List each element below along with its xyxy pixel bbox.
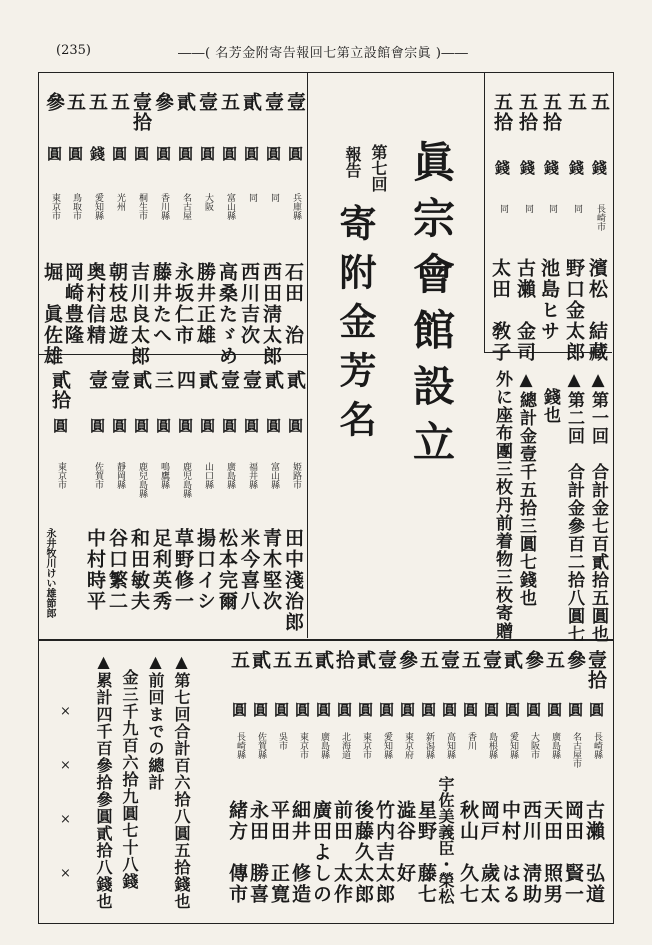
entry-name: 宇佐美義臣・榮松	[436, 776, 455, 904]
entry-unit: 圓	[545, 702, 563, 717]
entry-unit: 圓	[110, 418, 128, 433]
entry-amount: 貳	[174, 92, 196, 112]
entry-unit: 圓	[198, 146, 216, 161]
summary-note: ▲總計金壹千五拾三圓七錢也	[516, 370, 536, 607]
entry-unit: 圓	[242, 418, 260, 433]
total-line: ▲累計四千百參拾參圓貳拾八錢也	[94, 652, 113, 910]
entry-name: 谷口繁二	[106, 528, 128, 612]
entry-name: 田中淺治郎	[282, 528, 304, 633]
entry-name: 石田 治	[282, 262, 304, 346]
entry-unit: 圓	[264, 146, 282, 161]
entry-place: 長崎縣	[592, 732, 602, 759]
entry-unit: 圓	[88, 418, 106, 433]
entry-name: 岡田 賢一	[562, 800, 584, 905]
entry-name: 朝枝忠遊	[106, 262, 128, 346]
entry-name: 平田 正寛	[268, 800, 290, 905]
entry-unit: 圓	[154, 418, 172, 433]
entry-place: 東京市	[298, 732, 308, 759]
entry-amount: 五	[228, 650, 250, 670]
entry-name: 岡崎豊隆	[62, 262, 84, 346]
x-mark: ×	[60, 866, 71, 881]
entry-amount: 壹	[108, 370, 130, 390]
entry-name: 吉川良太郎	[128, 262, 150, 367]
entry-amount: 壹拾	[130, 92, 152, 132]
entry-name: 奥村信精	[84, 262, 106, 346]
entry-name: 秋山 久七	[457, 800, 479, 905]
entry-unit: 圓	[132, 146, 150, 161]
entry-place: 同	[572, 204, 582, 213]
entry-amount: 貳	[501, 650, 523, 670]
right-column-divider	[484, 72, 485, 352]
entry-amount: 拾	[333, 650, 355, 670]
entry-name: 西田淸太郎	[260, 262, 282, 367]
entry-unit: 圓	[482, 702, 500, 717]
entry-amount: 壹拾	[585, 650, 607, 690]
entry-place: 富山縣	[269, 462, 279, 489]
entry-place: 同	[247, 193, 257, 202]
entry-amount: 參	[43, 92, 65, 112]
entry-name: 永田 勝喜	[247, 800, 269, 905]
entry-amount: 五	[86, 92, 108, 112]
entry-unit: 圓	[198, 418, 216, 433]
entry-name: 藤井たへ	[150, 262, 172, 346]
entry-unit: 錢	[542, 160, 560, 175]
entry-amount: 五	[64, 92, 86, 112]
entry-place: 佐賀縣	[256, 732, 266, 759]
entry-place: 靜岡縣	[115, 462, 125, 489]
entry-name: 澁谷 好	[394, 800, 416, 884]
entry-unit: 錢	[88, 146, 106, 161]
entry-amount: 貳	[284, 370, 306, 390]
entry-unit: 圓	[154, 146, 172, 161]
entry-amount: 貳	[262, 370, 284, 390]
entry-unit: 圓	[293, 702, 311, 717]
entry-unit: 圓	[66, 146, 84, 161]
entry-place: 同	[547, 204, 557, 213]
entry-amount: 壹	[438, 650, 460, 670]
entry-unit: 圓	[566, 702, 584, 717]
entry-amount: 五	[459, 650, 481, 670]
entry-place: 富山縣	[225, 193, 235, 220]
entry-amount: 壹	[240, 370, 262, 390]
x-mark: ×	[60, 704, 71, 719]
entry-unit: 圓	[440, 702, 458, 717]
entry-place: 島根縣	[487, 732, 497, 759]
entry-place: 東京府	[403, 732, 413, 759]
entry-unit: 圓	[132, 418, 150, 433]
summary-note: ▲第二回 合計金參百二拾八圓七	[564, 370, 584, 643]
entry-name: 永坂仁市	[172, 262, 194, 346]
summary-note: 外に座布團三枚丹前着物三枚寄贈	[492, 370, 512, 640]
entry-name: 西川 淸助	[520, 800, 542, 905]
entry-unit: 圓	[356, 702, 374, 717]
entry-name: 揚口イシ	[194, 528, 216, 612]
entry-unit: 錢	[493, 160, 511, 175]
entry-unit: 圓	[524, 702, 542, 717]
entry-name: 永井牧川けい雄節郎	[44, 528, 55, 618]
entry-name: 足利英秀	[150, 528, 172, 612]
page-number: (235)	[56, 43, 91, 58]
entry-amount: 貳	[249, 650, 271, 670]
entry-unit: 圓	[272, 702, 290, 717]
entry-amount: 貳	[354, 650, 376, 670]
entry-amount: 五	[270, 650, 292, 670]
total-line: 金三千九百六拾九圓七十八錢	[120, 652, 139, 890]
summary-note: 錢也	[540, 370, 560, 424]
entry-unit: 圓	[419, 702, 437, 717]
main-title: 眞宗會館設立	[407, 140, 456, 476]
entry-name: 勝井正雄	[194, 262, 216, 346]
entry-name: 竹内吉太郎	[373, 800, 395, 905]
entry-place: 桐生市	[137, 193, 147, 220]
entry-amount: 五	[108, 92, 130, 112]
entry-place: 鳴鷹縣	[159, 462, 169, 489]
entry-amount: 參	[564, 650, 586, 670]
entry-unit: 圓	[176, 418, 194, 433]
entry-name: 細井 修造	[289, 800, 311, 905]
entry-amount: 貳拾	[49, 370, 71, 410]
entry-unit: 圓	[503, 702, 521, 717]
entry-unit: 圓	[286, 418, 304, 433]
entry-unit: 圓	[45, 146, 63, 161]
entry-name: 西川吉次	[238, 262, 260, 346]
entry-unit: 錢	[590, 160, 608, 175]
entry-name: 岡戸 歲太	[478, 800, 500, 905]
entry-name: 濱松 結藏	[586, 258, 608, 363]
entry-place: 福井縣	[247, 462, 257, 489]
entry-place: 同	[523, 204, 533, 213]
entry-amount: 五	[588, 92, 610, 112]
entry-amount: 參	[396, 650, 418, 670]
entry-amount: 五	[565, 92, 587, 112]
entry-unit: 圓	[242, 146, 260, 161]
entry-amount: 壹	[86, 370, 108, 390]
entry-place: 光州	[115, 193, 125, 211]
entry-name: 星野 藤七	[415, 800, 437, 905]
entry-amount: 貳	[130, 370, 152, 390]
entry-place: 廣島縣	[225, 462, 235, 489]
entry-name: 後藤久太郎	[352, 800, 374, 905]
entry-place: 名古屋	[181, 193, 191, 220]
entry-name: 緒方 傳市	[226, 800, 248, 905]
entry-unit: 圓	[314, 702, 332, 717]
entry-name: 中村 はる	[499, 800, 521, 905]
entry-place: 同	[498, 204, 508, 213]
report-label: 第七回	[369, 144, 388, 192]
entry-unit: 圓	[264, 418, 282, 433]
entry-amount: 四	[174, 370, 196, 390]
entry-amount: 五	[543, 650, 565, 670]
entry-place: 鹿兒島縣	[137, 462, 147, 498]
entry-place: 佐賀市	[93, 462, 103, 489]
entry-amount: 五	[417, 650, 439, 670]
page-header	[30, 38, 626, 64]
entry-amount: 五	[218, 92, 240, 112]
x-mark: ×	[60, 812, 71, 827]
entry-name: 太田 敎子	[489, 258, 511, 363]
entry-amount: 壹	[375, 650, 397, 670]
entry-name: 堀 眞佐雄	[41, 262, 63, 367]
entry-amount: 五拾	[491, 92, 513, 132]
entry-amount: 三	[152, 370, 174, 390]
entry-place: 廣島縣	[550, 732, 560, 759]
entry-amount: 五拾	[516, 92, 538, 132]
entry-name: 野口金太郎	[563, 258, 585, 363]
entry-unit: 圓	[176, 146, 194, 161]
entry-name: 草野修一	[172, 528, 194, 612]
entry-unit: 圓	[220, 418, 238, 433]
entry-amount: 參	[522, 650, 544, 670]
entry-name: 前田 太作	[331, 800, 353, 905]
entry-place: 山口縣	[203, 462, 213, 489]
entry-place: 長崎縣	[235, 732, 245, 759]
entry-amount: 五拾	[540, 92, 562, 132]
entry-amount: 壹	[284, 92, 306, 112]
entry-name: 青木堅次	[260, 528, 282, 612]
entry-place: 吳市	[277, 732, 287, 750]
entry-name: 廣田よしの	[310, 800, 332, 905]
entry-unit: 圓	[230, 702, 248, 717]
entry-name: 和田敏夫	[128, 528, 150, 612]
entry-amount: 壹	[196, 92, 218, 112]
entry-place: 鹿児島縣	[181, 462, 191, 498]
entry-place: 香川	[466, 732, 476, 750]
entry-place: 鳥取市	[71, 193, 81, 220]
entry-amount: 壹	[480, 650, 502, 670]
total-line: ▲前回までの總計	[146, 652, 165, 791]
summary-note: ▲第一回 合計金七百貳拾五圓也	[588, 370, 608, 643]
total-line: ▲第七回合計百六拾八圓五拾錢也	[172, 652, 191, 910]
entry-unit: 錢	[567, 160, 585, 175]
entry-place: 愛知縣	[382, 732, 392, 759]
entry-place: 大阪市	[529, 732, 539, 759]
entry-amount: 壹	[218, 370, 240, 390]
left-column-divider	[307, 72, 308, 638]
entry-amount: 貳	[312, 650, 334, 670]
entry-place: 高知縣	[445, 732, 455, 759]
x-mark: ×	[60, 758, 71, 773]
entry-place: 大阪	[203, 193, 213, 211]
entry-name: 高桑たゞめ	[216, 262, 238, 367]
entry-unit: 圓	[377, 702, 395, 717]
entry-place: 香川縣	[159, 193, 169, 220]
entry-unit: 圓	[251, 702, 269, 717]
entry-place: 愛知縣	[508, 732, 518, 759]
entry-place: 東京市	[361, 732, 371, 759]
entry-place: 名古屋市	[571, 732, 581, 768]
entry-name: 天田 照男	[541, 800, 563, 905]
entry-place: 廣島縣	[319, 732, 329, 759]
entry-name: 古瀨 弘道	[583, 800, 605, 905]
entry-place: 愛知縣	[93, 193, 103, 220]
entry-place: 東京市	[50, 193, 60, 220]
entry-amount: 五	[291, 650, 313, 670]
entry-place: 兵庫縣	[291, 193, 301, 220]
entry-unit: 錢	[518, 160, 536, 175]
entry-place: 東京市	[56, 462, 66, 489]
entry-place: 新潟縣	[424, 732, 434, 759]
entry-amount: 參	[152, 92, 174, 112]
entry-name: 米今喜八	[238, 528, 260, 612]
entry-unit: 圓	[51, 418, 69, 433]
entry-unit: 圓	[286, 146, 304, 161]
entry-unit: 圓	[398, 702, 416, 717]
entry-name: 中村時平	[84, 528, 106, 612]
entry-unit: 圓	[110, 146, 128, 161]
entry-place: 長崎市	[595, 204, 605, 231]
entry-unit: 圓	[335, 702, 353, 717]
entry-amount: 貳	[240, 92, 262, 112]
entry-name: 古瀨 金司	[514, 258, 536, 363]
entry-name: 松本完爾	[216, 528, 238, 612]
entry-unit: 圓	[587, 702, 605, 717]
entry-unit: 圓	[461, 702, 479, 717]
entry-place: 北海道	[340, 732, 350, 759]
entry-amount: 壹	[262, 92, 284, 112]
report-label-2: 報告	[343, 146, 362, 178]
entry-place: 姫路市	[291, 462, 301, 489]
sub-title: 寄附金芳名	[333, 204, 377, 449]
entry-unit: 圓	[220, 146, 238, 161]
entry-amount: 貳	[196, 370, 218, 390]
entry-name: 池島ヒサ	[538, 258, 560, 342]
entry-place: 同	[269, 193, 279, 202]
running-title: ――( 名芳金附寄告報回七第立設館會宗眞 )――	[178, 46, 469, 61]
